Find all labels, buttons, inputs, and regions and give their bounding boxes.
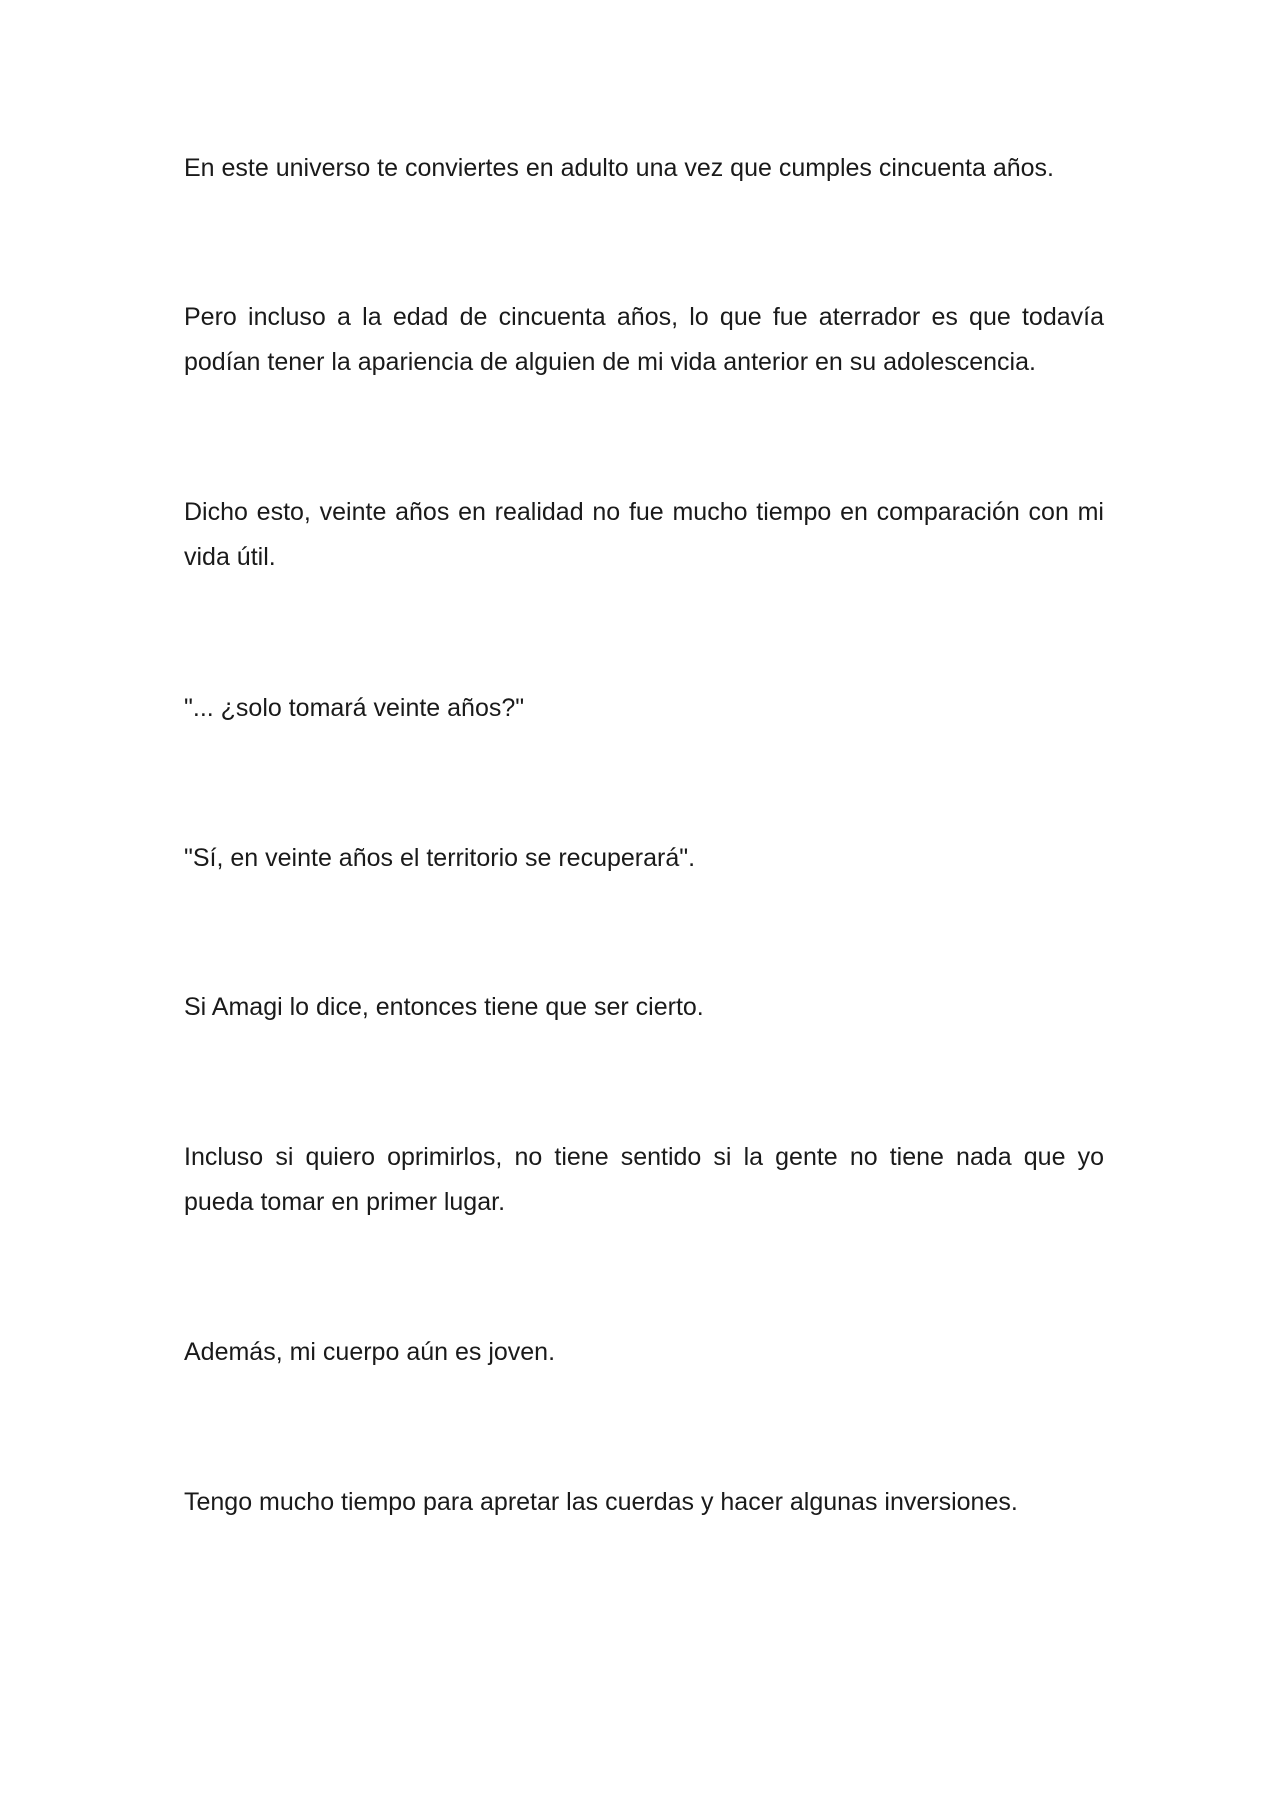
paragraph: "Sí, en veinte años el territorio se recuperará". — [184, 844, 696, 872]
paragraph: Tengo mucho tiempo para apretar las cuerdas y hacer algunas inversiones. — [184, 1488, 1018, 1516]
paragraph: Dicho esto, veinte años en realidad no fue mucho tiempo en comparación con mi vida útil. — [184, 498, 1104, 571]
paragraph: Pero incluso a la edad de cincuenta años, lo que fue aterrador es que todavía podían tener la apariencia de alguien de mi vida anterior en su adolescencia. — [184, 303, 1104, 376]
paragraph: Si Amagi lo dice, entonces tiene que ser cierto. — [184, 993, 704, 1021]
paragraph: Incluso si quiero oprimirlos, no tiene sentido si la gente no tiene nada que yo pueda tomar en primer lugar. — [184, 1143, 1104, 1216]
paragraph: Además, mi cuerpo aún es joven. — [184, 1338, 556, 1366]
paragraph: En este universo te conviertes en adulto una vez que cumples cincuenta años. — [184, 154, 1054, 182]
paragraph: "... ¿solo tomará veinte años?" — [184, 694, 525, 722]
